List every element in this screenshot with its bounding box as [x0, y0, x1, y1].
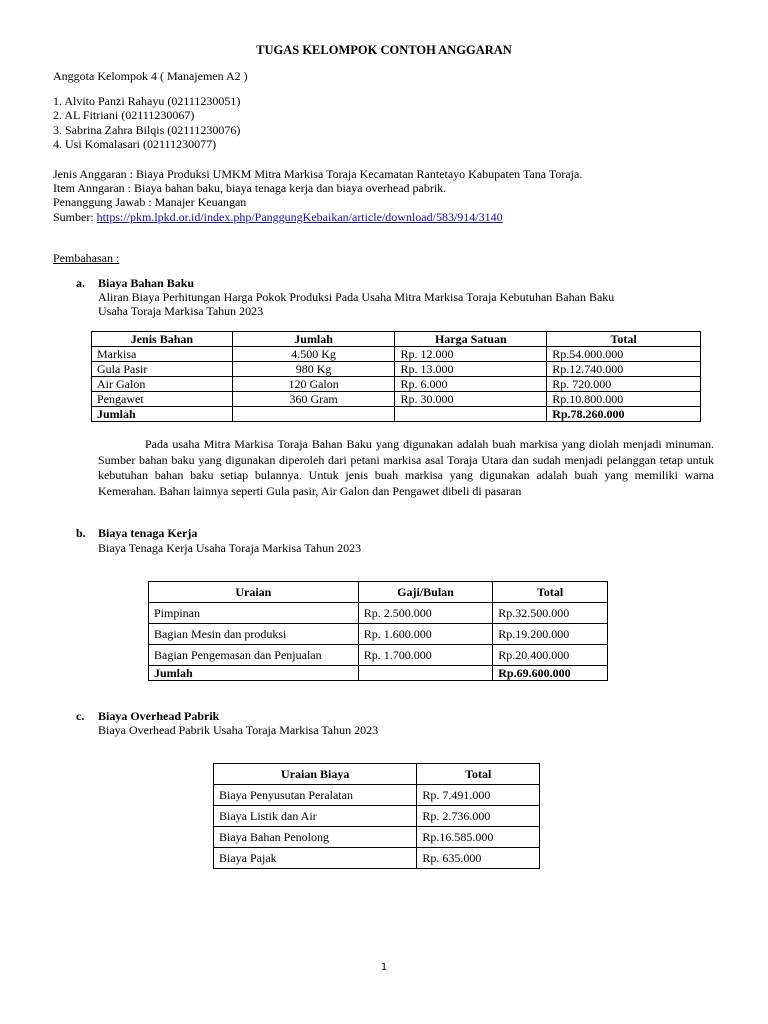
overhead-table: [213, 763, 540, 869]
table-cell: Gula Pasir: [92, 362, 233, 377]
section-c-desc: Biaya Overhead Pabrik Usaha Toraja Markisa Tahun 2023: [98, 723, 379, 737]
member-3: 3. Sabrina Zahra Bilqis (02111230076): [53, 123, 241, 137]
table-header-cell: Gaji/Bulan: [358, 582, 493, 603]
table-header-cell: Uraian: [149, 582, 359, 603]
item-anggaran: Item Anngaran : Biaya bahan baku, biaya tenaga kerja dan biaya overhead pabrik.: [53, 181, 447, 195]
table-total-row: [92, 407, 701, 422]
total-value: Rp.69.600.000: [493, 666, 608, 681]
page-number: 1: [380, 962, 388, 973]
table-cell: Rp.12.740.000: [547, 362, 701, 377]
pembahasan-heading: Pembahasan :: [53, 251, 120, 265]
table-cell: Rp. 13.000: [395, 362, 547, 377]
member-2: 2. AL Fitriani (02111230067): [53, 108, 195, 122]
bahan-baku-table: [91, 331, 701, 422]
table-header-cell: Total: [493, 582, 608, 603]
group-label: Anggota Kelompok 4 ( Manajemen A2 ): [53, 69, 248, 83]
sumber-link[interactable]: https://pkm.lpkd.or.id/index.php/PanggungKebaikan/article/download/583/914/3140: [96, 210, 503, 224]
table-cell: Biaya Penyusutan Peralatan: [214, 785, 417, 806]
table-header-cell: Total: [547, 332, 701, 347]
table-cell: Rp.32.500.000: [493, 603, 608, 624]
section-b-marker: b.: [76, 526, 86, 540]
member-4: 4. Usi Komalasari (02111230077): [53, 137, 217, 151]
table-cell: Rp.10.800.000: [547, 392, 701, 407]
jenis-anggaran: Jenis Anggaran : Biaya Produksi UMKM Mitra Markisa Toraja Kecamatan Rantetayo Kabupaten Tana Toraja.: [53, 167, 583, 181]
table-total-row: [149, 666, 608, 681]
table-cell: Rp.20.400.000: [493, 645, 608, 666]
table-cell: Rp. 720.000: [547, 377, 701, 392]
table-cell: Biaya Pajak: [214, 848, 417, 869]
section-a-heading: Biaya Bahan Baku: [98, 276, 195, 290]
table-cell: 120 Galon: [232, 377, 395, 392]
section-a-marker: a.: [76, 276, 85, 290]
table-row: [149, 603, 608, 624]
table-cell: Rp. 635.000: [417, 848, 540, 869]
table-row: [92, 347, 701, 362]
table-row: [149, 645, 608, 666]
table-cell: Rp.54.000.000: [547, 347, 701, 362]
sumber-line: [53, 210, 503, 224]
section-c-heading: Biaya Overhead Pabrik: [98, 709, 220, 723]
section-a-desc-2: Usaha Toraja Markisa Tahun 2023: [98, 304, 264, 318]
table-header-row: [149, 582, 608, 603]
table-row: [92, 377, 701, 392]
empty-cell: [232, 407, 395, 422]
table-cell: Markisa: [92, 347, 233, 362]
table-cell: Rp.19.200.000: [493, 624, 608, 645]
table-cell: Bagian Pengemasan dan Penjualan: [149, 645, 359, 666]
table-cell: Biaya Bahan Penolong: [214, 827, 417, 848]
table-cell: Rp. 1.700.000: [358, 645, 493, 666]
section-b-desc: Biaya Tenaga Kerja Usaha Toraja Markisa Tahun 2023: [98, 541, 362, 555]
paragraph-text: Pada usaha Mitra Markisa Toraja Bahan Baku yang digunakan adalah buah markisa yang diolah menjadi minuman. Sumber bahan baku yang digunakan diperoleh dari petani markisa asal Toraja Utara dan sudah menjadi pelanggan tetap untuk kebutuhan bahan baku setiap bulannya. Untuk jenis buah markisa yang digunakan adalah buah yang memiliki warna Kemerahan. Bahan lainnya seperti Gula pasir, Air Galon dan Pengawet dibeli di pasaran: [98, 437, 714, 498]
member-1: 1. Alvito Panzi Rahayu (02111230051): [53, 94, 241, 108]
table-cell: Rp. 2.500.000: [358, 603, 493, 624]
table-cell: Rp. 30.000: [395, 392, 547, 407]
empty-cell: [358, 666, 493, 681]
table-row: [149, 624, 608, 645]
page-title: TUGAS KELOMPOK CONTOH ANGGARAN: [256, 43, 512, 57]
table-cell: Bagian Mesin dan produksi: [149, 624, 359, 645]
table-row: [214, 827, 540, 848]
table-row: [214, 785, 540, 806]
section-b-heading: Biaya tenaga Kerja: [98, 526, 198, 540]
table-cell: Rp. 2.736.000: [417, 806, 540, 827]
table-cell: Air Galon: [92, 377, 233, 392]
table-cell: Rp.16.585.000: [417, 827, 540, 848]
total-label: Jumlah: [149, 666, 359, 681]
penanggung-jawab: Penanggung Jawab : Manajer Keuangan: [53, 195, 247, 209]
empty-cell: [395, 407, 547, 422]
table-row: [214, 806, 540, 827]
table-row: [92, 392, 701, 407]
table-header-cell: Total: [417, 764, 540, 785]
tenaga-kerja-table: [148, 581, 608, 681]
table-cell: Pimpinan: [149, 603, 359, 624]
table-header-cell: Uraian Biaya: [214, 764, 417, 785]
table-header-cell: Jumlah: [232, 332, 395, 347]
table-header-cell: Harga Satuan: [395, 332, 547, 347]
table-cell: 4.500 Kg: [232, 347, 395, 362]
total-label: Jumlah: [92, 407, 233, 422]
table-header-cell: Jenis Bahan: [92, 332, 233, 347]
section-c-marker: c.: [76, 709, 85, 723]
table-row: [214, 848, 540, 869]
table-header-row: [214, 764, 540, 785]
table-cell: 360 Gram: [232, 392, 395, 407]
table-row: [92, 362, 701, 377]
table-cell: Rp. 12.000: [395, 347, 547, 362]
table-cell: Pengawet: [92, 392, 233, 407]
table-cell: 980 Kg: [232, 362, 395, 377]
table-header-row: [92, 332, 701, 347]
total-value: Rp.78.260.000: [547, 407, 701, 422]
table-cell: Rp. 7.491.000: [417, 785, 540, 806]
table-cell: Rp. 1.600.000: [358, 624, 493, 645]
section-a-desc-1: Aliran Biaya Perhitungan Harga Pokok Produksi Pada Usaha Mitra Markisa Toraja Kebutuhan Bahan Baku: [98, 290, 615, 304]
table-cell: Biaya Listik dan Air: [214, 806, 417, 827]
section-a-paragraph: [98, 437, 714, 499]
sumber-label: Sumber:: [53, 210, 97, 224]
table-cell: Rp. 6.000: [395, 377, 547, 392]
